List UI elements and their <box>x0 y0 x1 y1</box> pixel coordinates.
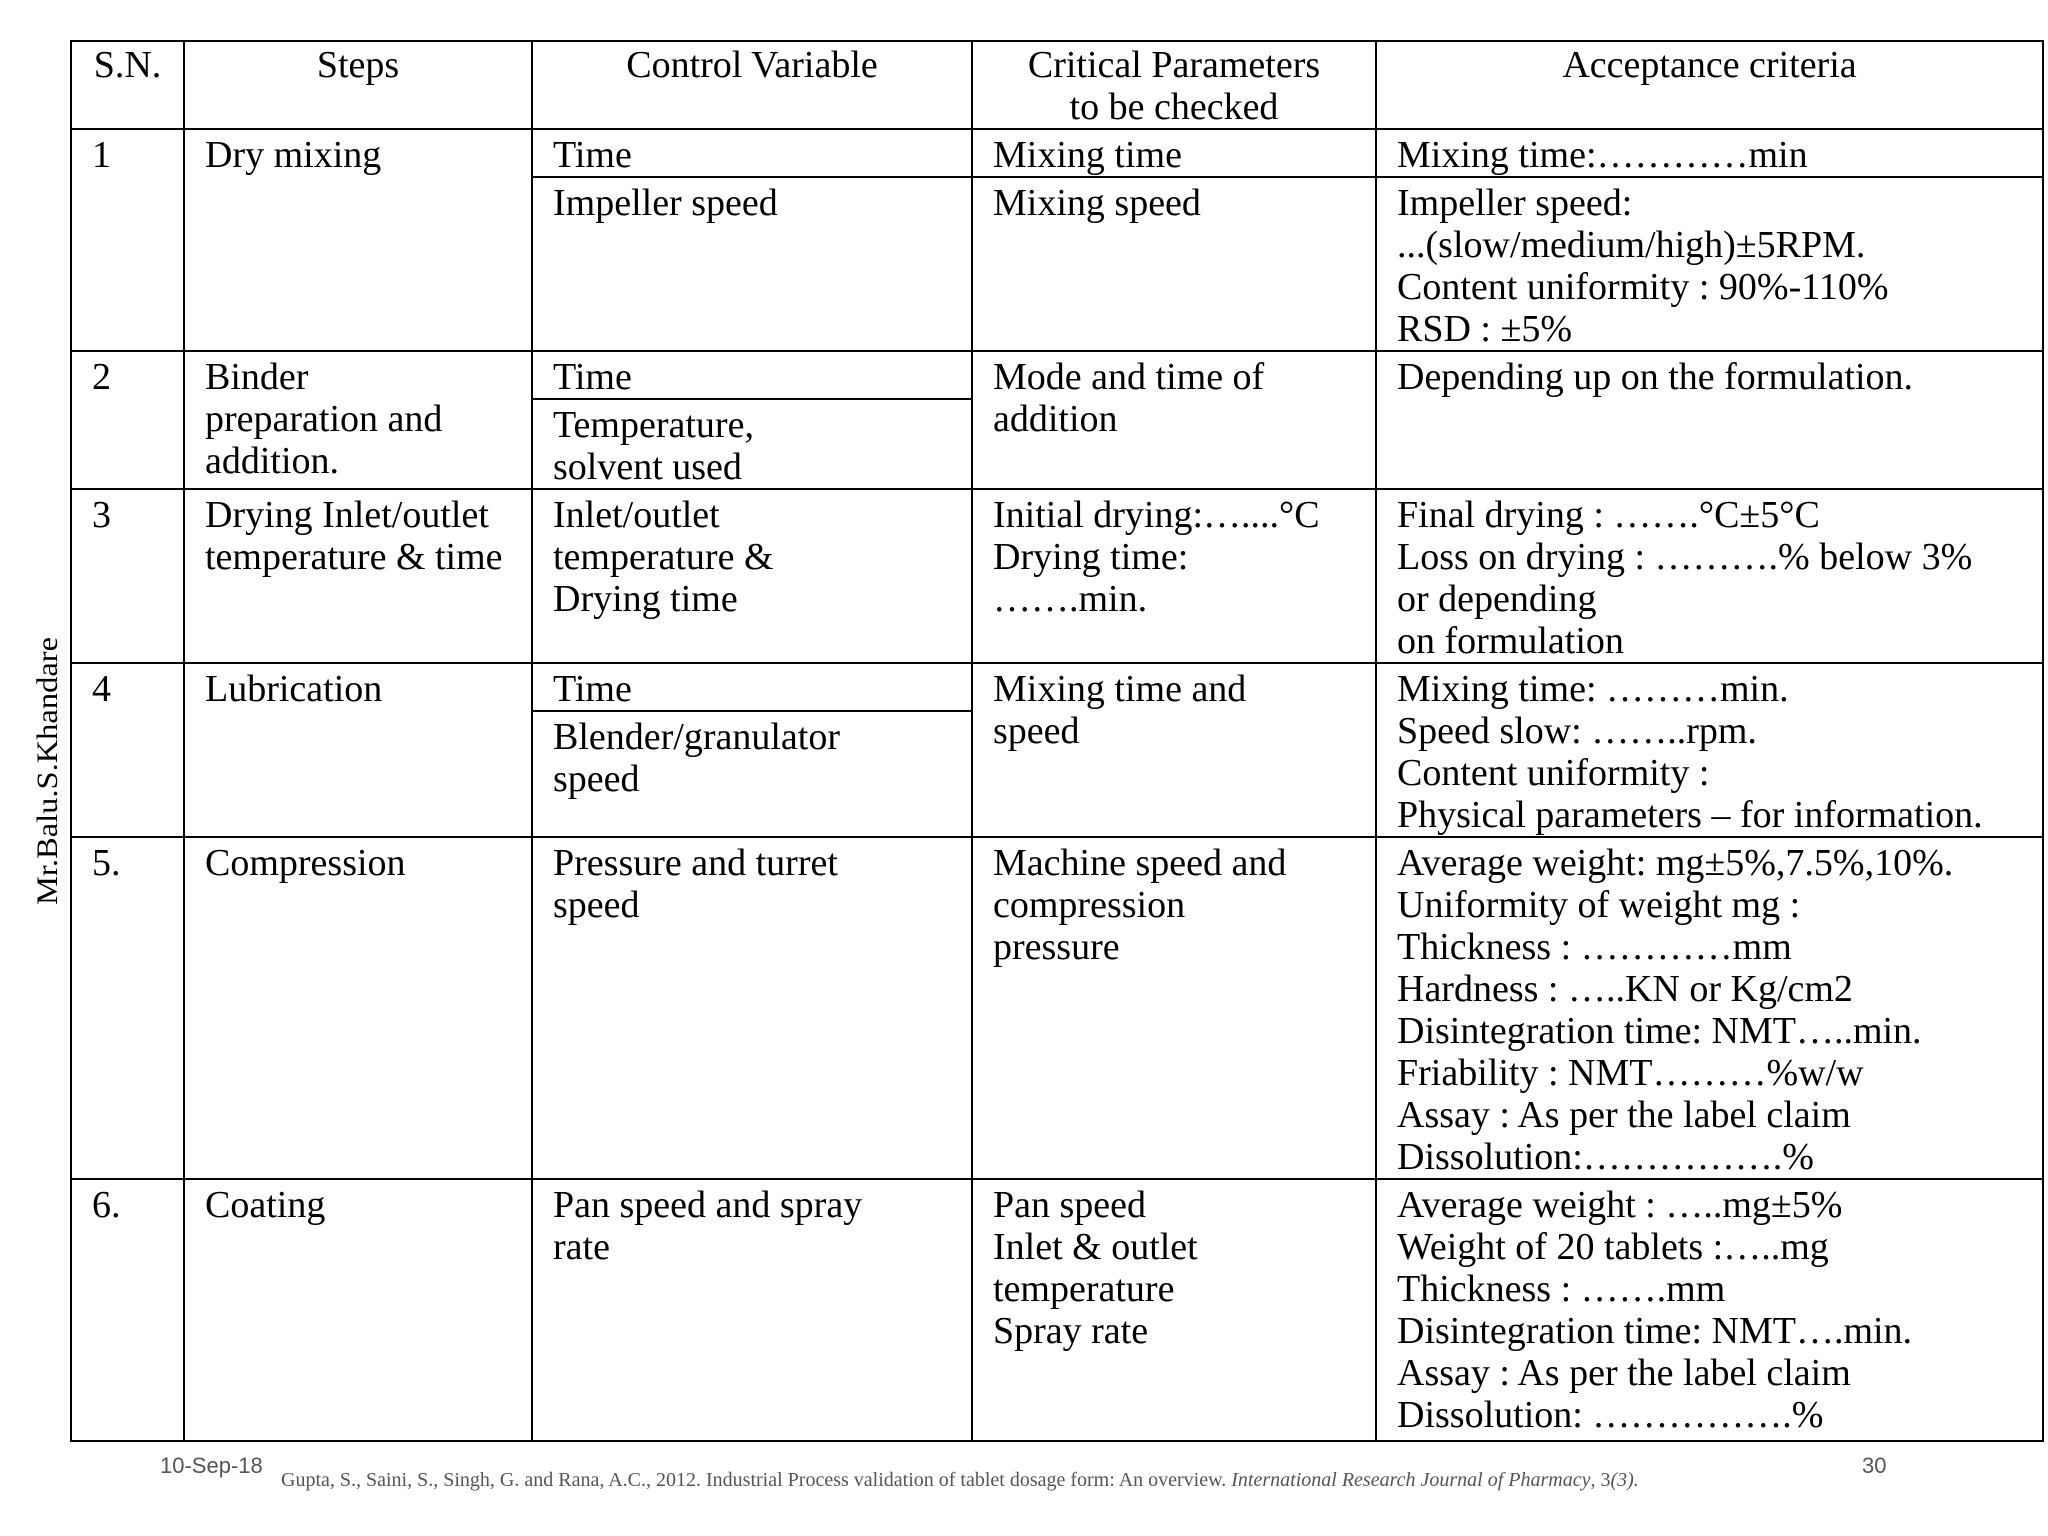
reference-volume: , 3 <box>1590 1469 1611 1491</box>
cell-critical: Machine speed and compression pressure <box>972 837 1376 1179</box>
validation-table <box>70 40 2044 1442</box>
cell-steps: Lubrication <box>184 663 532 837</box>
cell-acceptance: Average weight: mg±5%,7.5%,10%. Uniformity of weight mg : Thickness : …………mm Hardness : …..KN or Kg/cm2 Disintegration time: NMT…..min. Friability : NMT………%w/w Assay : As per the label claim Dissolution:…………….% <box>1376 837 2043 1179</box>
table-row <box>71 351 2043 489</box>
reference-text: Gupta, S., Saini, S., Singh, G. and Rana, A.C., 2012. Industrial Process validation of tablet dosage form: An overview. <box>281 1469 1232 1491</box>
header-row <box>71 41 2043 129</box>
page-number: 30 <box>1862 1453 1887 1478</box>
cell-steps: Coating <box>184 1179 532 1441</box>
cell-control: Time Blender/granulator speed <box>532 663 972 837</box>
author-side-label <box>15 635 75 905</box>
cell-steps: Binder preparation and addition. <box>184 351 532 489</box>
reference-citation <box>281 1469 1639 1492</box>
cell-sn: 1 <box>71 129 184 351</box>
cell-critical: Mixing time and speed <box>972 663 1376 837</box>
table-row <box>71 1179 2043 1441</box>
author-side-label-text: Mr.Balu.S.Khandare <box>31 657 64 905</box>
cell-steps: Dry mixing <box>184 129 532 351</box>
header-steps: Steps <box>184 41 532 129</box>
header-critical-parameters: Critical Parameters to be checked <box>972 41 1376 129</box>
table-row <box>71 663 2043 837</box>
cell-sn: 6. <box>71 1179 184 1441</box>
header-control-variable: Control Variable <box>532 41 972 129</box>
table-row <box>71 837 2043 1179</box>
cell-critical: Mixing time Mixing speed <box>972 129 1376 351</box>
cell-control: Time Impeller speed <box>532 129 972 351</box>
cell-sn: 5. <box>71 837 184 1179</box>
reference-journal: International Research Journal of Pharmacy <box>1231 1469 1591 1491</box>
cell-acceptance: Mixing time: ………min. Speed slow: ……..rpm. Content uniformity : Physical parameters – for information. <box>1376 663 2043 837</box>
table-row <box>71 129 2043 351</box>
cell-sn: 4 <box>71 663 184 837</box>
header-sn: S.N. <box>71 41 184 129</box>
table-row <box>71 489 2043 663</box>
cell-control: Time Temperature, solvent used <box>532 351 972 489</box>
footer-date: 10-Sep-18 <box>160 1453 263 1478</box>
cell-sn: 3 <box>71 489 184 663</box>
cell-sn: 2 <box>71 351 184 489</box>
cell-acceptance: Mixing time:…………min Impeller speed: ...(slow/medium/high)±5RPM. Content uniformity : 90%-110% RSD : ±5% <box>1376 129 2043 351</box>
cell-control: Pan speed and spray rate <box>532 1179 972 1441</box>
cell-acceptance: Final drying : …….°C±5°C Loss on drying : ……….% below 3% or depending on formulation <box>1376 489 2043 663</box>
cell-acceptance: Average weight : …..mg±5% Weight of 20 tablets :…..mg Thickness : …….mm Disintegration time: NMT….min. Assay : As per the label claim Dissolution: …………….% <box>1376 1179 2043 1441</box>
cell-control: Pressure and turret speed <box>532 837 972 1179</box>
reference-issue: (3). <box>1610 1469 1639 1491</box>
cell-control: Inlet/outlet temperature & Drying time <box>532 489 972 663</box>
cell-steps: Drying Inlet/outlet temperature & time <box>184 489 532 663</box>
header-acceptance-criteria: Acceptance criteria <box>1376 41 2043 129</box>
cell-steps: Compression <box>184 837 532 1179</box>
cell-critical: Initial drying:…....°C Drying time: …….min. <box>972 489 1376 663</box>
cell-acceptance: Depending up on the formulation. <box>1376 351 2043 489</box>
cell-critical: Pan speed Inlet & outlet temperature Spray rate <box>972 1179 1376 1441</box>
cell-critical: Mode and time of addition <box>972 351 1376 489</box>
